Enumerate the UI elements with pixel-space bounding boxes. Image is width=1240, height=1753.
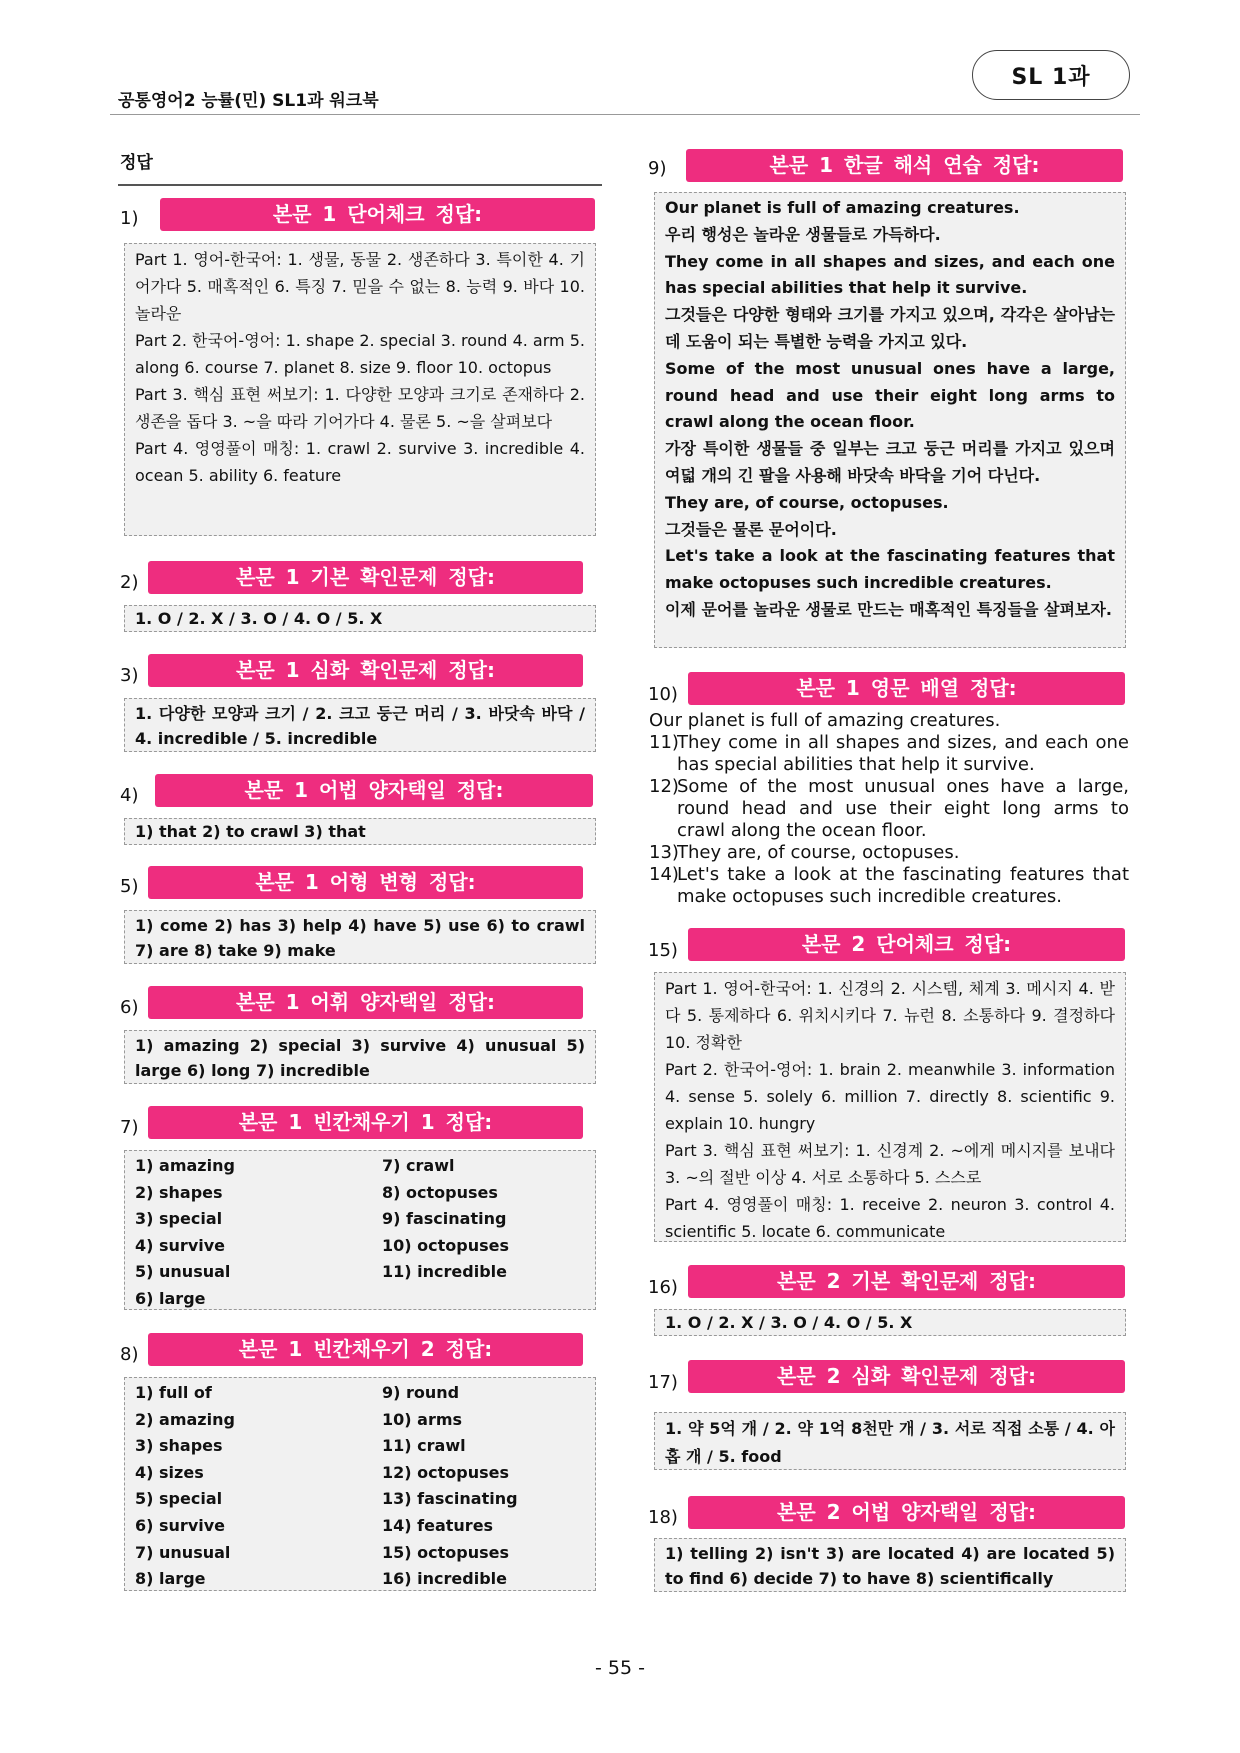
arrangement-item-text: Let's take a look at the fascinating features that make octopuses such incredible creatures.: [677, 864, 1129, 907]
blank-answer: 15) octopuses: [382, 1542, 510, 1562]
blank-answer: 4) sizes: [135, 1462, 204, 1482]
section-17-number: 17): [648, 1372, 678, 1393]
translation-korean: 그것들은 다양한 형태와 크기를 가지고 있으며, 각각은 살아남는 데 도움이 되는 특별한 능력을 가지고 있다.: [665, 305, 1115, 351]
section-8-title: 본문 1 빈칸채우기 2 정답:: [148, 1333, 583, 1366]
section-1-line: Part 1. 영어-한국어: 1. 생물, 동물 2. 생존하다 3. 특이한 4. 기어가다 5. 매혹적인 6. 특징 7. 믿을 수 없는 8. 능력 9. 바다 10. 놀라운: [135, 250, 585, 323]
lesson-badge: SL 1과: [972, 50, 1130, 100]
translation-english: Let's take a look at the fascinating features that make octopuses such incredible creatures.: [665, 546, 1115, 593]
arrangement-item-text: They are, of course, octopuses.: [677, 842, 960, 863]
blank-answer: 5) special: [135, 1489, 223, 1509]
blank-answer: 3) shapes: [135, 1436, 223, 1456]
translation-korean: 우리 행성은 놀라운 생물들로 가득하다.: [665, 224, 941, 244]
blank-answer: 2) shapes: [135, 1182, 223, 1202]
translation-korean: 이제 문어를 놀라운 생물로 만드는 매혹적인 특징들을 살펴보자.: [665, 599, 1112, 619]
translation-english: They come in all shapes and sizes, and each one has special abilities that help it survive.: [665, 251, 1115, 298]
section-3-title: 본문 1 심화 확인문제 정답:: [148, 654, 583, 687]
section-18-box: 1) telling 2) isn't 3) are located 4) are located 5) to find 6) decide 7) to have 8) scientifically: [654, 1538, 1126, 1592]
arrangement-item: [649, 732, 1129, 776]
section-2-title: 본문 1 기본 확인문제 정답:: [148, 561, 583, 594]
blank-answer: 3) special: [135, 1209, 223, 1228]
translation-english: Some of the most unusual ones have a large, round head and use their eight long arms to crawl along the ocean floor.: [665, 358, 1115, 432]
section-1-number: 1): [120, 208, 139, 229]
section-9-box: [654, 192, 1126, 648]
blank-answer: 10) arms: [382, 1409, 463, 1429]
translation-english: They are, of course, octopuses.: [665, 492, 949, 512]
section-18-title: 본문 2 어법 양자택일 정답:: [688, 1496, 1125, 1529]
section-3-box: 1. 다양한 모양과 크기 / 2. 크고 둥근 머리 / 3. 바닷속 바닥 / 4. incredible / 5. incredible: [124, 698, 596, 752]
section-4-box: 1) that 2) to crawl 3) that: [124, 818, 596, 845]
section-15-line: Part 3. 핵심 표현 써보기: 1. 신경계 2. ~에게 메시지를 보내다 3. ~의 절반 이상 4. 서로 소통하다 5. 스스로: [665, 1141, 1115, 1187]
section-4-number: 4): [120, 785, 139, 806]
section-2-box: 1. O / 2. X / 3. O / 4. O / 5. X: [124, 605, 596, 632]
section-15-number: 15): [648, 940, 678, 961]
answer-label: 정답: [120, 153, 153, 173]
section-1-box: [124, 243, 596, 536]
blank-answer: 6) large: [135, 1288, 206, 1308]
arrangement-item-number: 13): [649, 842, 679, 863]
blank-answer: 9) round: [382, 1383, 460, 1402]
section-1-line: Part 4. 영영풀이 매칭: 1. crawl 2. survive 3. incredible 4. ocean 5. ability 6. feature: [135, 439, 585, 485]
blank-answer: 5) unusual: [135, 1262, 231, 1281]
blank-answer: 6) survive: [135, 1515, 226, 1535]
section-15-line: Part 2. 한국어-영어: 1. brain 2. meanwhile 3. information 4. sense 5. solely 6. million 7. directly 8. scientific 9. explain 10. hungry: [665, 1060, 1115, 1133]
section-7-number: 7): [120, 1117, 139, 1138]
arrangement-item: [649, 842, 1129, 864]
blank-answer: 1) amazing: [135, 1156, 235, 1175]
section-10-list: [649, 710, 1129, 908]
blank-answer: 1) full of: [135, 1383, 212, 1402]
section-6-number: 6): [120, 997, 139, 1018]
section-1-line: Part 3. 핵심 표현 써보기: 1. 다양한 모양과 크기로 존재하다 2. 생존을 돕다 3. ~을 따라 기어가다 4. 물론 5. ~을 살펴보다: [135, 385, 585, 431]
section-6-box: 1) amazing 2) special 3) survive 4) unusual 5) large 6) long 7) incredible: [124, 1030, 596, 1084]
blank-answer: 11) crawl: [382, 1436, 466, 1456]
arrangement-item-text: Some of the most unusual ones have a large, round head and use their eight long arms to crawl along the ocean floor.: [677, 776, 1129, 841]
section-4-title: 본문 1 어법 양자택일 정답:: [155, 774, 593, 807]
section-15-line: Part 1. 영어-한국어: 1. 신경의 2. 시스템, 체계 3. 메시지 4. 받다 5. 통제하다 6. 위치시키다 7. 뉴런 8. 소통하다 9. 결정하다 10. 정확한: [665, 979, 1115, 1052]
section-8-number: 8): [120, 1344, 139, 1365]
section-16-title: 본문 2 기본 확인문제 정답:: [688, 1265, 1125, 1298]
section-10-title: 본문 1 영문 배열 정답:: [688, 672, 1125, 705]
translation-english: Our planet is full of amazing creatures.: [665, 198, 1020, 217]
section-8-box: [124, 1377, 596, 1591]
section-15-line: Part 4. 영영풀이 매칭: 1. receive 2. neuron 3. control 4. scientific 5. locate 6. communicate: [665, 1195, 1115, 1241]
arrangement-item-number: 11): [649, 732, 679, 753]
translation-korean: 그것들은 물론 문어이다.: [665, 519, 837, 539]
header-title: 공통영어2 능률(민) SL1과 워크북: [118, 91, 379, 111]
arrangement-lead: Our planet is full of amazing creatures.: [649, 710, 1001, 731]
blank-answer: 16) incredible: [382, 1569, 507, 1589]
blank-answer: 4) survive: [135, 1235, 226, 1255]
blank-answer: 8) large: [135, 1569, 206, 1589]
page-number: - 55 -: [595, 1657, 645, 1679]
section-16-number: 16): [648, 1277, 678, 1298]
section-7-title: 본문 1 빈칸채우기 1 정답:: [148, 1106, 583, 1139]
section-7-box: [124, 1150, 596, 1310]
section-15-title: 본문 2 단어체크 정답:: [688, 928, 1125, 961]
section-5-title: 본문 1 어형 변형 정답:: [148, 866, 583, 899]
arrangement-item: [649, 776, 1129, 842]
answer-divider: [118, 184, 602, 186]
section-17-title: 본문 2 심화 확인문제 정답:: [688, 1360, 1125, 1393]
blank-answer: 13) fascinating: [382, 1489, 518, 1509]
section-1-title: 본문 1 단어체크 정답:: [160, 198, 595, 231]
arrangement-item-text: They come in all shapes and sizes, and each one has special abilities that help it survive.: [677, 732, 1129, 775]
section-6-title: 본문 1 어휘 양자택일 정답:: [148, 986, 583, 1019]
arrangement-item: [649, 864, 1129, 908]
blank-answer: 10) octopuses: [382, 1235, 510, 1255]
section-9-number: 9): [648, 158, 667, 179]
blank-answer: 9) fascinating: [382, 1209, 507, 1228]
blank-answer: 2) amazing: [135, 1409, 235, 1429]
blank-answer: 7) crawl: [382, 1156, 455, 1175]
section-3-number: 3): [120, 665, 139, 686]
section-5-box: 1) come 2) has 3) help 4) have 5) use 6) to crawl 7) are 8) take 9) make: [124, 910, 596, 964]
blank-answer: 12) octopuses: [382, 1462, 510, 1482]
arrangement-item-number: 14): [649, 864, 679, 885]
blank-answer: 8) octopuses: [382, 1182, 498, 1202]
section-1-line: Part 2. 한국어-영어: 1. shape 2. special 3. round 4. arm 5. along 6. course 7. planet 8. size 9. floor 10. octopus: [135, 331, 585, 377]
section-15-box: [654, 972, 1126, 1242]
blank-answer: 11) incredible: [382, 1262, 507, 1281]
header-divider: [110, 114, 1140, 115]
arrangement-item-number: 12): [649, 776, 679, 797]
section-18-number: 18): [648, 1507, 678, 1528]
section-9-title: 본문 1 한글 해석 연습 정답:: [686, 149, 1123, 182]
translation-korean: 가장 특이한 생물들 중 일부는 크고 둥근 머리를 가지고 있으며 여덟 개의 긴 팔을 사용해 바닷속 바닥을 기어 다닌다.: [665, 439, 1115, 485]
section-5-number: 5): [120, 876, 139, 897]
blank-answer: 7) unusual: [135, 1542, 231, 1562]
section-10-number: 10): [648, 684, 678, 705]
blank-answer: [382, 1286, 585, 1313]
section-16-box: 1. O / 2. X / 3. O / 4. O / 5. X: [654, 1309, 1126, 1336]
section-2-number: 2): [120, 572, 139, 593]
section-17-box: 1. 약 5억 개 / 2. 약 1억 8천만 개 / 3. 서로 직접 소통 / 4. 아홉 개 / 5. food: [654, 1412, 1126, 1470]
blank-answer: 14) features: [382, 1515, 494, 1535]
